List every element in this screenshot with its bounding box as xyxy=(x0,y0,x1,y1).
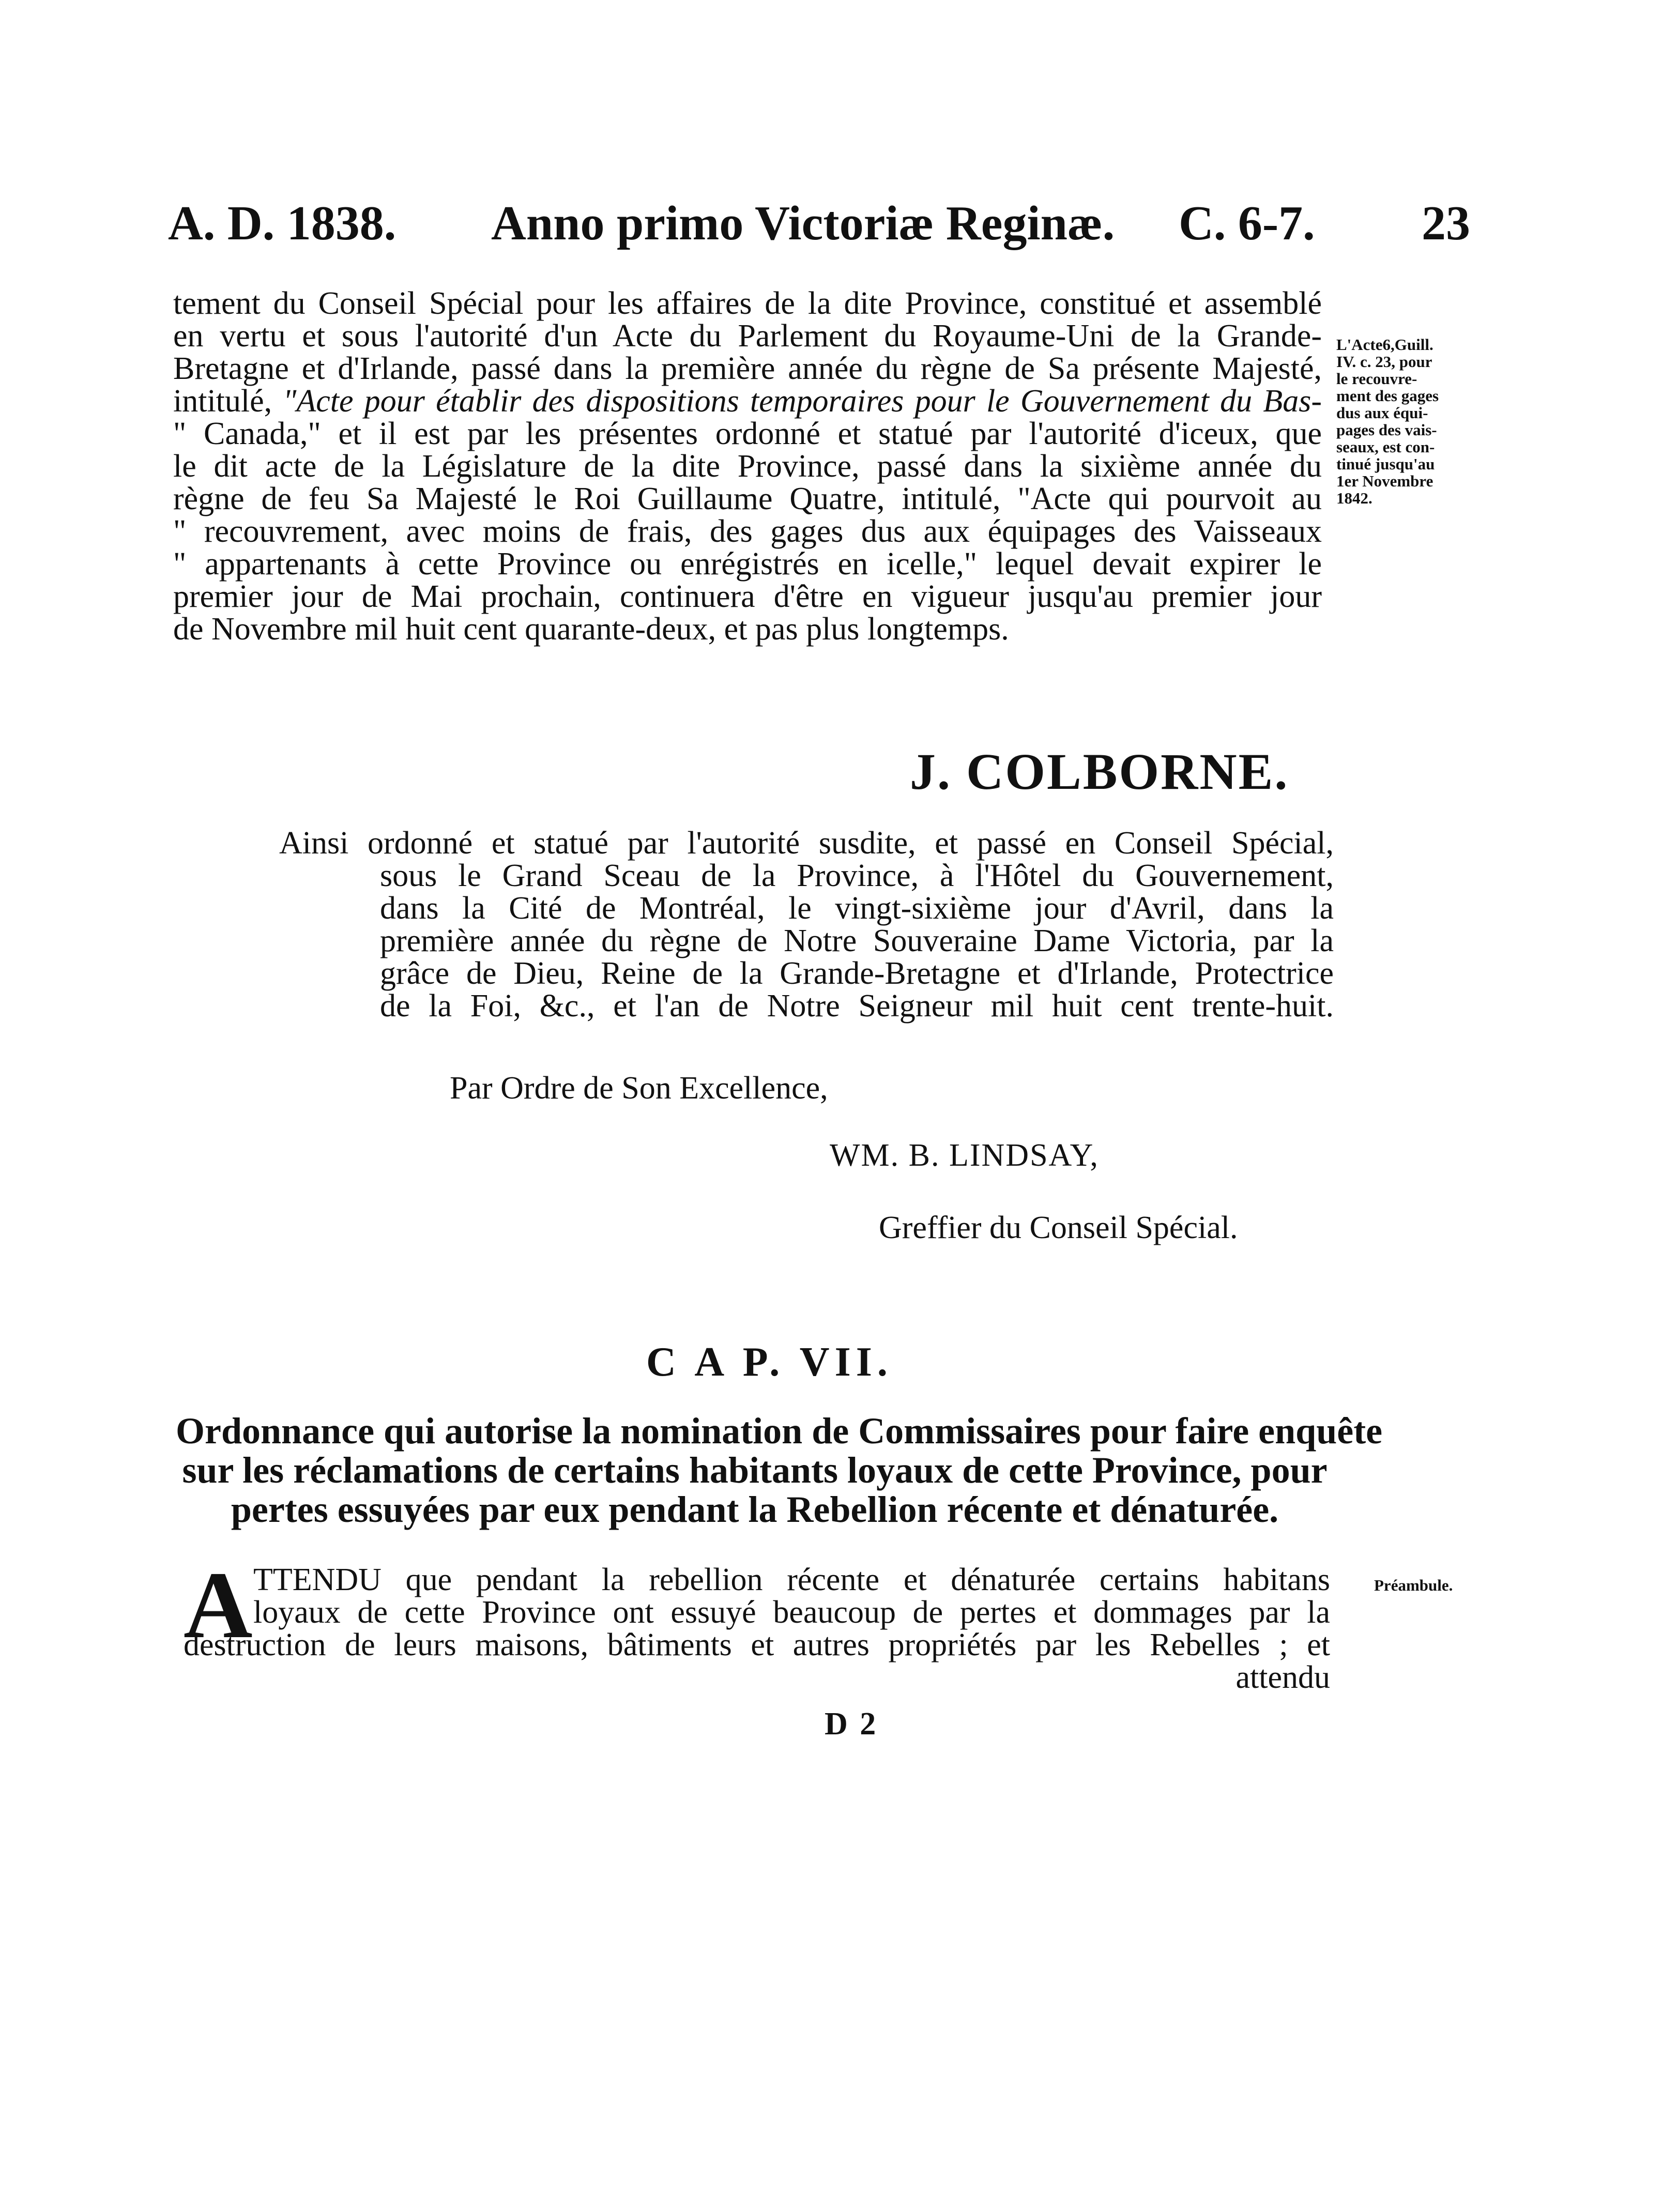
text-line: règne de feu Sa Majesté le Roi Guillaume Quatre, intitulé, "Acte qui pourvoit au xyxy=(173,481,1322,516)
text-line: sous le Grand Sceau de la Province, à l'Hôtel du Gouvernement, xyxy=(380,858,1334,893)
text-line: TTENDU que pendant la rebellion récente et dénaturée certains habitans xyxy=(253,1562,1330,1597)
text-line: première année du règne de Notre Souveraine Dame Victoria, par la xyxy=(380,923,1334,958)
margin-note-line: seaux, est con- xyxy=(1336,438,1435,456)
governor-signature: J. COLBORNE. xyxy=(910,743,1289,800)
text-line: de la Foi, &c., et l'an de Notre Seigneur mil huit cent trente-huit. xyxy=(380,988,1334,1024)
margin-note-line: L'Acte6,Guill. xyxy=(1336,335,1433,354)
text-line: loyaux de cette Province ont essuyé beaucoup de pertes et dommages par la xyxy=(253,1595,1330,1630)
text-line: destruction de leurs maisons, bâtiments et autres propriétés par les Rebelles ; et xyxy=(184,1627,1330,1662)
text-line: le dit acte de la Législature de la dite Province, passé dans la sixième année du xyxy=(173,449,1322,484)
text-line: Bretagne et d'Irlande, passé dans la première année du règne de Sa présente Majesté, xyxy=(173,351,1322,386)
text-line: grâce de Dieu, Reine de la Grande-Bretagne et d'Irlande, Protectrice xyxy=(380,956,1334,991)
ordinance-title-line: sur les réclamations de certains habitants loyaux de cette Province, pour xyxy=(182,1450,1328,1491)
drop-cap: A xyxy=(184,1552,253,1658)
ordinance-title xyxy=(176,1410,1383,1530)
header-title: Anno primo Victoriæ Reginæ. xyxy=(491,196,1115,250)
ordinance-title-line: pertes essuyées par eux pendant la Rebellion récente et dénaturée. xyxy=(231,1489,1279,1530)
printer-signature-mark: D 2 xyxy=(825,1706,878,1742)
margin-note-line: tinué jusqu'au xyxy=(1336,455,1435,473)
clerk-signature: WM. B. LINDSAY, xyxy=(830,1138,1099,1173)
margin-note-line: le recouvre- xyxy=(1336,370,1417,388)
text-line: " Canada," et il est par les présentes ordonné et statué par l'autorité d'iceux, que xyxy=(173,416,1322,451)
text-fragment: intitulé, xyxy=(173,384,283,419)
italic-act-title: "Acte pour établir des dispositions temporaires pour le Gouvernement du Bas- xyxy=(283,384,1322,419)
margin-note-line: 1er Novembre xyxy=(1336,472,1433,490)
enactment-paragraph xyxy=(279,827,1334,1023)
header-year: A. D. 1838. xyxy=(168,196,396,250)
text-line: " appartenants à cette Province ou enrégistrés en icelle," lequel devait expirer le xyxy=(173,546,1322,582)
margin-note-act xyxy=(1336,336,1491,507)
margin-note-line: dus aux équi- xyxy=(1336,404,1428,422)
text-line: Ainsi ordonné et statué par l'autorité susdite, et passé en Conseil Spécial, xyxy=(279,826,1334,861)
text-line: dans la Cité de Montréal, le vingt-sixième jour d'Avril, dans la xyxy=(380,891,1334,926)
clerk-title: Greffier du Conseil Spécial. xyxy=(879,1210,1238,1245)
ordinance-title-line: Ordonnance qui autorise la nomination de Commissaires pour faire enquête xyxy=(176,1410,1383,1452)
catchword: attendu xyxy=(1235,1660,1330,1695)
text-line: de Novembre mil huit cent quarante-deux, et pas plus longtemps. xyxy=(173,612,1009,647)
text-line: premier jour de Mai prochain, continuera d'être en vigueur jusqu'au premier jour xyxy=(173,579,1322,614)
body-paragraph-1 xyxy=(173,287,1322,646)
text-line: en vertu et sous l'autorité d'un Acte du Parlement du Royaume-Uni de la Grande- xyxy=(173,318,1322,354)
text-line: " recouvrement, avec moins de frais, des gages dus aux équipages des Vaisseaux xyxy=(173,514,1322,549)
page-number: 23 xyxy=(1422,196,1470,250)
margin-note-line: ment des gages xyxy=(1336,387,1439,405)
margin-note-preamble: Préambule. xyxy=(1374,1576,1453,1594)
text-line: tement du Conseil Spécial pour les affaires de la dite Province, constitué et assemblé xyxy=(173,286,1322,321)
chapter-heading: C A P. VII. xyxy=(646,1339,893,1385)
margin-note-line: IV. c. 23, pour xyxy=(1336,353,1432,371)
margin-note-line: pages des vais- xyxy=(1336,421,1437,439)
header-chapter: C. 6-7. xyxy=(1179,196,1315,250)
text-line xyxy=(173,385,1322,418)
order-line: Par Ordre de Son Excellence, xyxy=(450,1071,828,1106)
preamble-paragraph xyxy=(184,1552,1330,1695)
margin-note-line: 1842. xyxy=(1336,489,1372,507)
